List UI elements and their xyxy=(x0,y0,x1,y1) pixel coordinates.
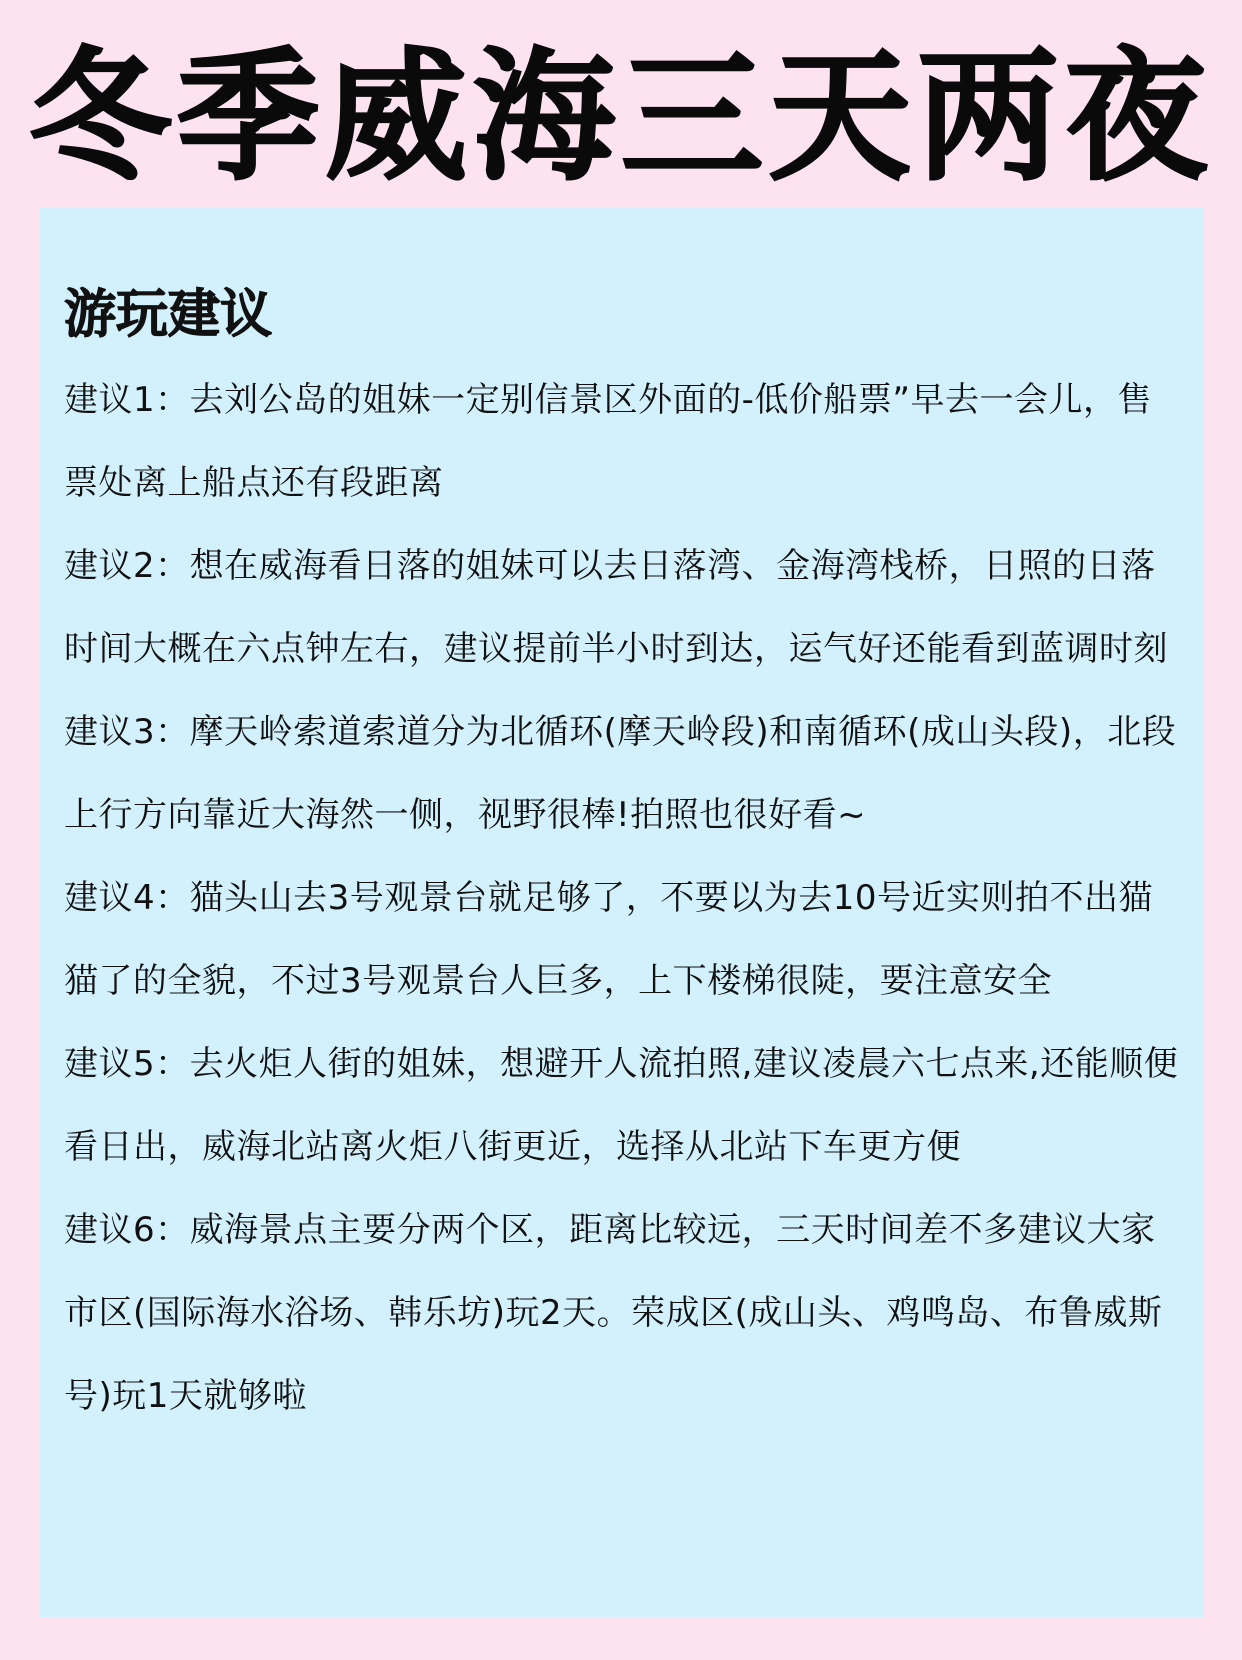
tips-list xyxy=(64,359,1180,1438)
tip-3: 建议3：摩天岭索道索道分为北循环(摩天岭段)和南循环(成山头段)，北段上行方向靠近大海然一侧，视野很棒!拍照也很好看~ xyxy=(64,712,1177,835)
tip-6: 建议6：威海景点主要分两个区，距离比较远，三天时间差不多建议大家市区(国际海水浴场、韩乐坊)玩2天。荣成区(成山头、鸡鸣岛、布鲁威斯号)玩1天就够啦 xyxy=(64,1210,1163,1416)
tip-4: 建议4：猫头山去3号观景台就足够了，不要以为去10号近实则拍不出猫猫了的全貌，不过3号观景台人巨多，上下楼梯很陡，要注意安全 xyxy=(64,878,1154,1001)
tip-2: 建议2：想在威海看日落的姐妹可以去日落湾、金海湾栈桥，日照的日落时间大概在六点钟左右，建议提前半小时到达，运气好还能看到蓝调时刻 xyxy=(64,546,1168,669)
content-card xyxy=(40,207,1204,1617)
page-title: 冬季威海三天两夜 xyxy=(29,35,1213,200)
tip-1: 建议1：去刘公岛的姐妹一定别信景区外面的-低价船票”早去一会儿，售票处离上船点还有段距离 xyxy=(64,380,1153,503)
section-title: 游玩建议 xyxy=(64,285,273,345)
tip-5: 建议5：去火炬人街的姐妹，想避开人流拍照,建议凌晨六七点来,还能顺便看日出，威海北站离火炬八街更近，选择从北站下车更方便 xyxy=(64,1044,1179,1167)
